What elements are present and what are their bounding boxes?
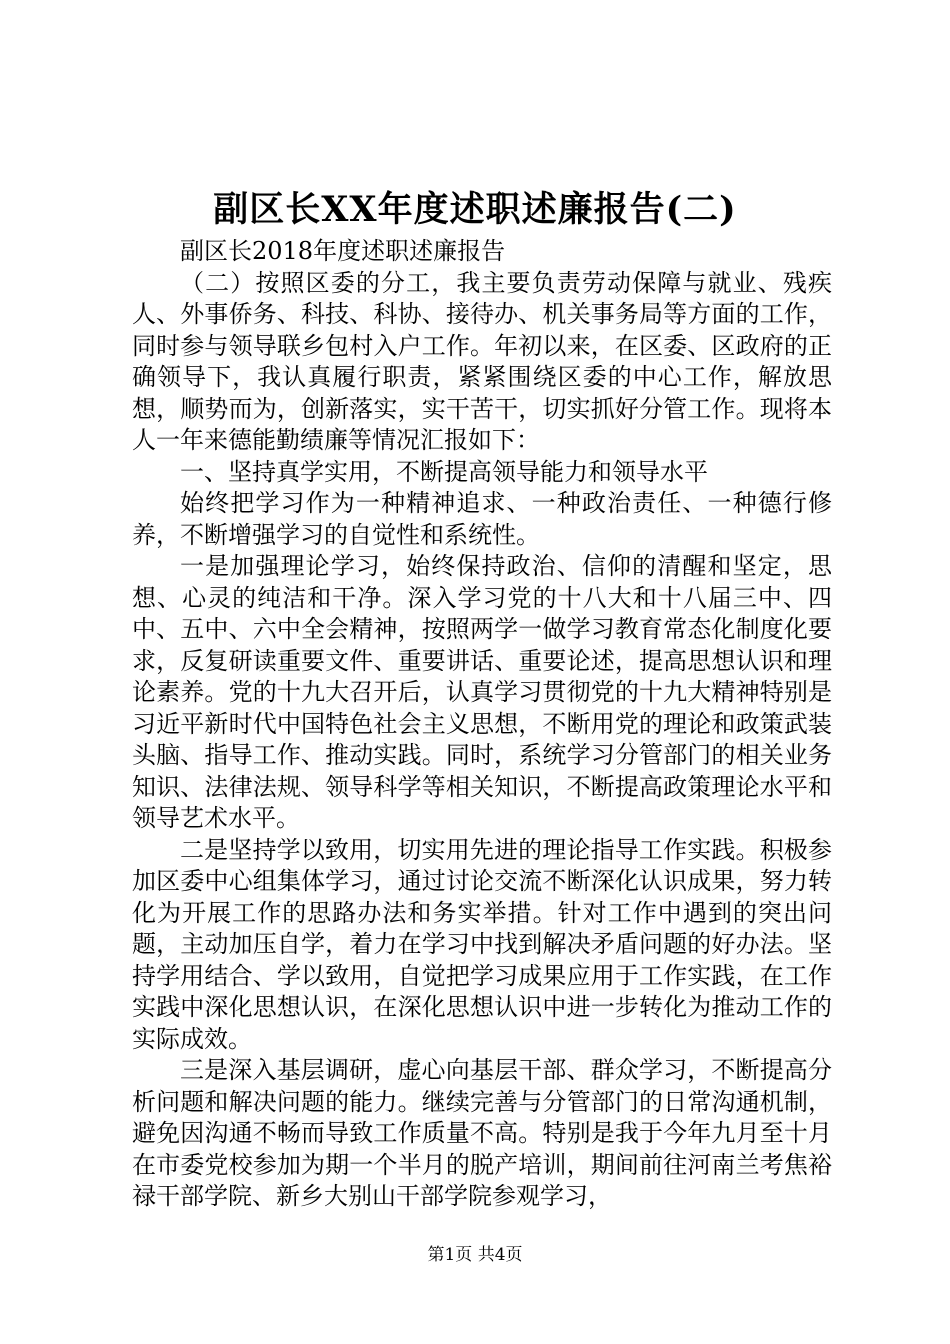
paragraph-subtitle: 副区长2018年度述职述廉报告 [180, 237, 506, 265]
document-body [132, 236, 832, 1213]
paragraph: 三是深入基层调研，虚心向基层干部、群众学习，不断提高分析问题和解决问题的能力。继续完善与分管部门的日常沟通机制，避免因沟通不畅而导致工作质量不高。特别是我于今年九月至十月在市委党校参加为期一个半月的脱产培训，期间前往河南兰考焦裕禄干部学院、新乡大别山干部学院参观学习， [132, 1056, 832, 1210]
paragraph: 二是坚持学以致用，切实用先进的理论指导工作实践。积极参加区委中心组集体学习，通过讨论交流不断深化认识成果，努力转化为开展工作的思路办法和务实举措。针对工作中遇到的突出问题，主动加压自学，着力在学习中找到解决矛盾问题的好办法。坚持学用结合、学以致用，自觉把学习成果应用于工作实践，在工作实践中深化思想认识，在深化思想认识中进一步转化为推动工作的实际成效。 [132, 835, 832, 1053]
paragraph: 始终把学习作为一种精神追求、一种政治责任、一种德行修养，不断增强学习的自觉性和系统性。 [132, 489, 832, 549]
document-title: 副区长XX年度述职述廉报告(二) [213, 189, 737, 230]
paragraph: （二）按照区委的分工，我主要负责劳动保障与就业、残疾人、外事侨务、科技、科协、接待办、机关事务局等方面的工作，同时参与领导联乡包村入户工作。年初以来，在区委、区政府的正确领导下，我认真履行职责，紧紧围绕区委的中心工作，解放思想，顺势而为，创新落实，实干苦干，切实抓好分管工作。现将本人一年来德能勤绩廉等情况汇报如下： [132, 268, 832, 454]
page-number: 第1页 共4页 [427, 1245, 523, 1265]
section-heading: 一、坚持真学实用，不断提高领导能力和领导水平 [180, 457, 708, 486]
page-footer [0, 1243, 950, 1267]
paragraph: 一是加强理论学习，始终保持政治、信仰的清醒和坚定，思想、心灵的纯洁和干净。深入学习党的十八大和十八届三中、四中、五中、六中全会精神，按照两学一做学习教育常态化制度化要求，反复研读重要文件、重要讲话、重要论述，提高思想认识和理论素养。党的十九大召开后，认真学习贯彻党的十九大精神特别是习近平新时代中国特色社会主义思想，不断用党的理论和政策武装头脑、指导工作、推动实践。同时，系统学习分管部门的相关业务知识、法律法规、领导科学等相关知识，不断提高政策理论水平和领导艺术水平。 [132, 552, 832, 832]
